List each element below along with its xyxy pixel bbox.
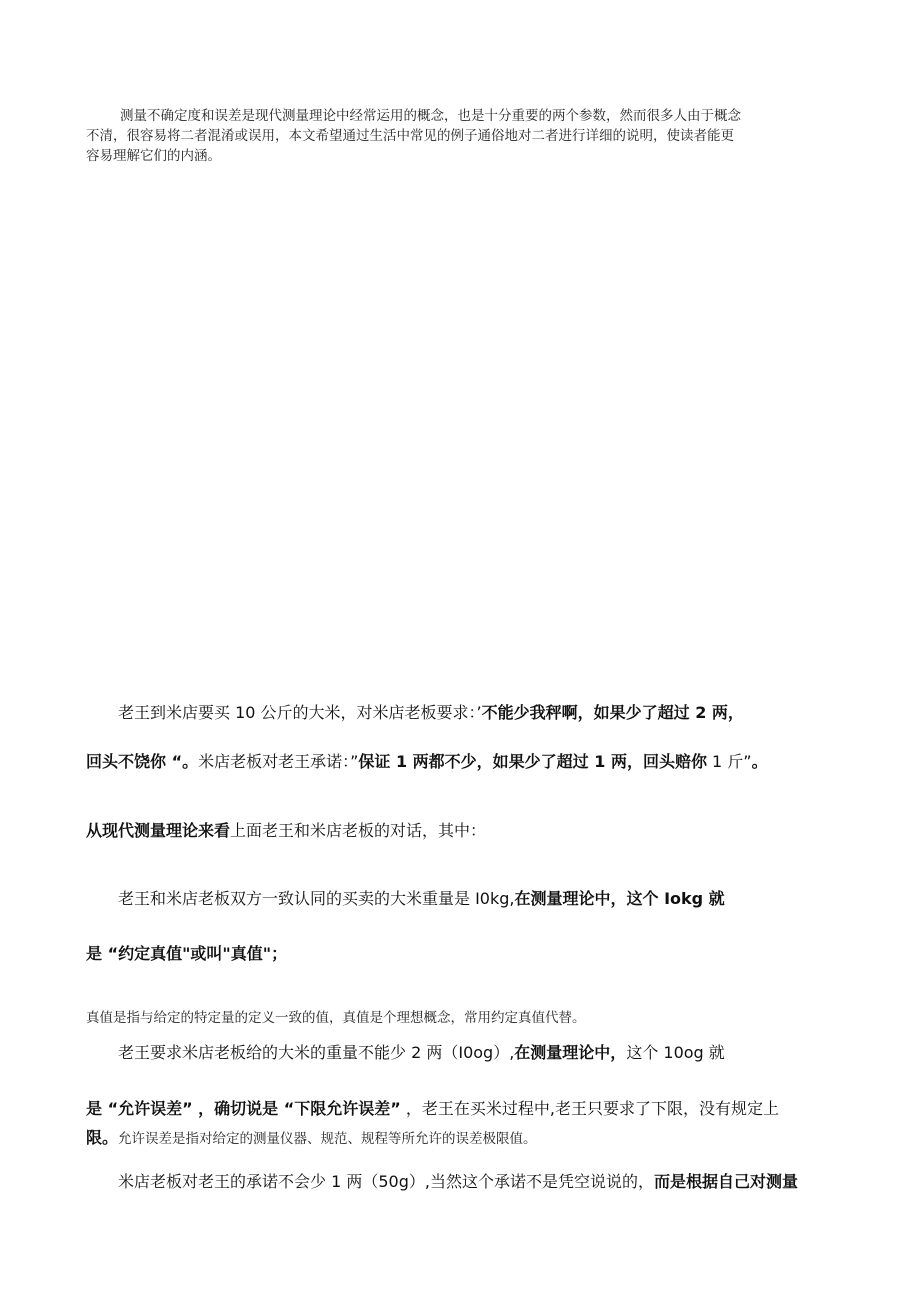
- p2-bold-2: 保证 1 两都不少，如果少了超过 1 两，回头赔你: [358, 752, 707, 771]
- paragraph-10: [86, 1171, 878, 1193]
- paragraph-2: [86, 751, 846, 773]
- p7-bold: 在测量理论中，: [514, 1043, 627, 1062]
- p1-text: 老王到米店要买 10 公斤的大米，对米店老板要求：’: [118, 703, 482, 722]
- p9-text: 允许误差是指对给定的测量仪器、规范、规程等所允许的误差极限值。: [118, 1131, 537, 1147]
- p10-bold: 而是根据自己对测量: [653, 1172, 798, 1191]
- intro-paragraph: [86, 106, 846, 166]
- p9-bold: 限。: [86, 1128, 119, 1147]
- paragraph-6: [86, 1008, 846, 1028]
- p10-text: 米店老板对老王的承诺不会少 1 两（50g）,当然这个承诺不是凭空说说的，: [118, 1172, 654, 1191]
- p8-bold: 是 “允许误差” ，确切说是 “下限允许误差”: [86, 1099, 401, 1118]
- p8-text: ，老王在买米过程中,老王只要求了下限，没有规定上: [400, 1099, 779, 1118]
- p5-bold: 是 “约定真值"或叫"真值"；: [86, 944, 288, 963]
- p4-bold: 在测量理论中，这个 Iokg 就: [514, 889, 725, 908]
- p7-text-2: 这个 10og 就: [626, 1043, 725, 1062]
- p2-bold-1: 回头不饶你 “。: [86, 752, 199, 771]
- paragraph-9: [86, 1127, 846, 1150]
- p7-text-1: 老王要求米店老板给的大米的重量不能少 2 两（I0og）,: [118, 1043, 515, 1062]
- intro-line-2: 不清，很容易将二者混淆或误用，本文希望通过生活中常见的例子通俗地对二者进行详细的说明，使读者能更: [86, 128, 734, 144]
- intro-line-3: 容易理解它们的内涵。: [86, 148, 221, 164]
- p2-text-1: 米店老板对老王承诺：”: [198, 752, 359, 771]
- p4-text: 老王和米店老板双方一致认同的买卖的大米重量是 I0kg,: [118, 889, 515, 908]
- p1-bold: 不能少我秤啊，如果少了超过 2 两，: [481, 703, 744, 722]
- p2-text-2: 1 斤”: [706, 752, 752, 771]
- p3-text: 上面老王和米店老板的对话，其中：: [230, 821, 487, 840]
- paragraph-7: [86, 1042, 878, 1064]
- p2-bold-3: 。: [751, 752, 768, 771]
- paragraph-8: [86, 1098, 846, 1120]
- paragraph-5: [86, 943, 846, 965]
- paragraph-4: [86, 888, 878, 910]
- p3-bold: 从现代测量理论来看: [86, 821, 231, 840]
- paragraph-1: [86, 702, 878, 724]
- intro-line-1: 测量不确定度和误差是现代测量理论中经常运用的概念，也是十分重要的两个参数，然而很多人由于概念: [120, 108, 741, 124]
- paragraph-3: [86, 820, 846, 842]
- p6-text: 真值是指与给定的特定量的定义一致的值，真值是个理想概念，常用约定真值代替。: [86, 1010, 586, 1026]
